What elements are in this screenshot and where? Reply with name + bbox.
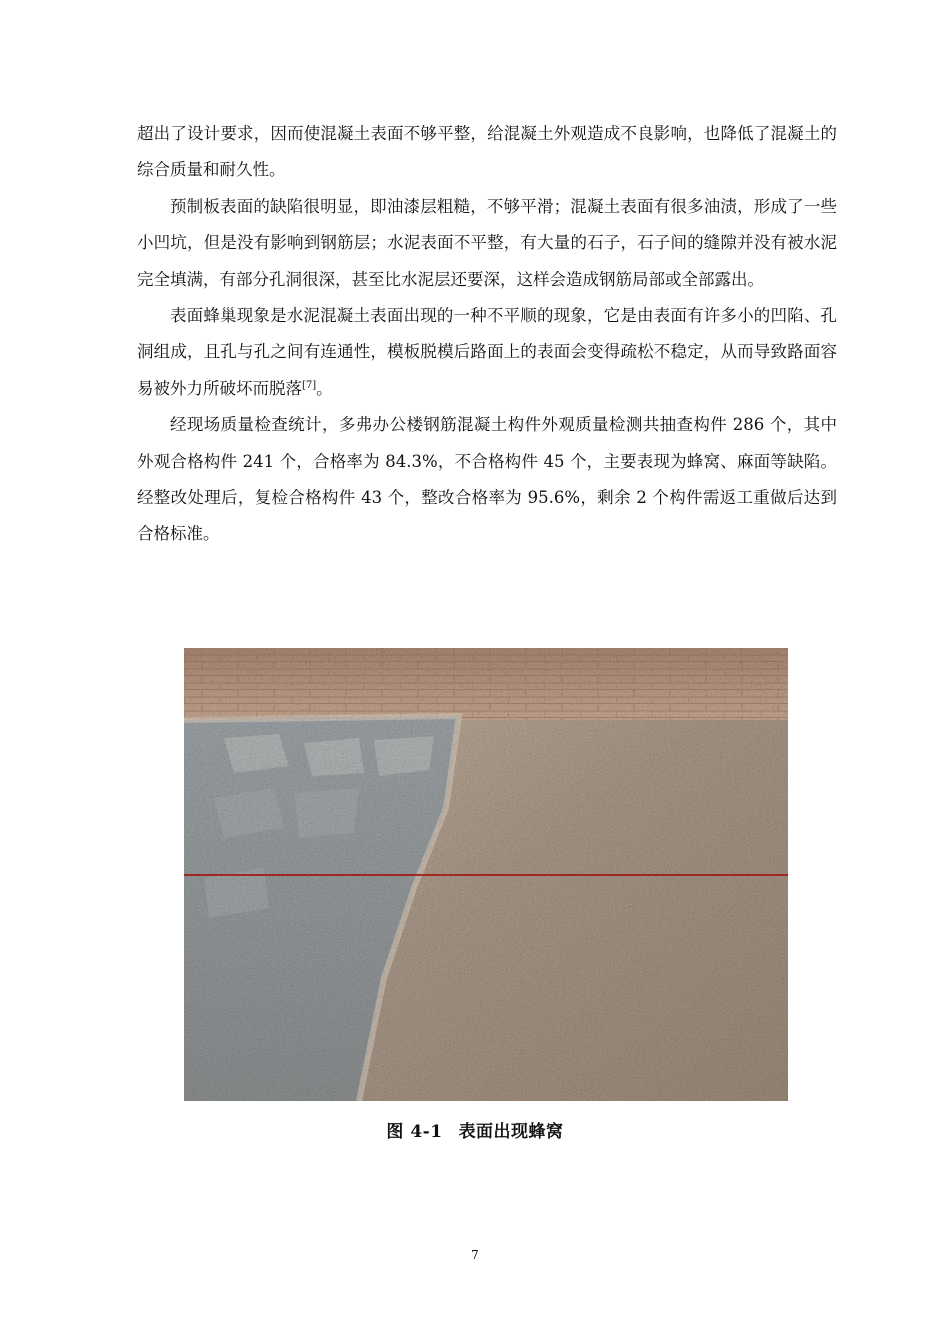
page-number: 7 <box>471 1248 479 1262</box>
figure-title: 表面出现蜂窝 <box>458 1122 564 1142</box>
figure-photo-honeycomb-surface <box>184 648 788 1101</box>
paragraph-2: 预制板表面的缺陷很明显，即油漆层粗糙，不够平滑；混凝土表面有很多油渍，形成了一些小凹坑，但是没有影响到钢筋层；水泥表面不平整，有大量的石子，石子间的缝隙并没有被水泥完全填满，有部分孔洞很深，甚至比水泥层还要深，这样会造成钢筋局部或全部露出。 <box>137 196 837 289</box>
paragraph-4: 经现场质量检查统计，多弗办公楼钢筋混凝土构件外观质量检测共抽查构件 286 个，其中外观合格构件 241 个，合格率为 84.3%，不合格构件 45 个，主要表现为蜂窝、麻面等缺陷。经整改处理后，复检合格构件 43 个，整改合格率为 95.6%，剩余 2 个构件需返工重做后达到合格标准。 <box>137 415 837 544</box>
paragraph-1: 超出了设计要求，因而使混凝土表面不够平整，给混凝土外观造成不良影响，也降低了混凝土的综合质量和耐久性。 <box>137 124 837 180</box>
paragraph-3 <box>137 298 837 407</box>
paragraph-3-text: 表面蜂巢现象是水泥混凝土表面出现的一种不平顺的现象，它是由表面有许多小的凹陷、孔洞组成，且孔与孔之间有连通性，模板脱模后路面上的表面会变得疏松不稳定，从而导致路面容易被外力所破坏而脱落 <box>137 306 837 398</box>
citation-ref[interactable]: [7] <box>302 379 317 391</box>
body-text <box>137 116 837 553</box>
figure-caption <box>0 1117 950 1142</box>
figure-label: 图 4-1 <box>386 1122 443 1142</box>
paragraph-3-suffix: 。 <box>316 378 333 398</box>
